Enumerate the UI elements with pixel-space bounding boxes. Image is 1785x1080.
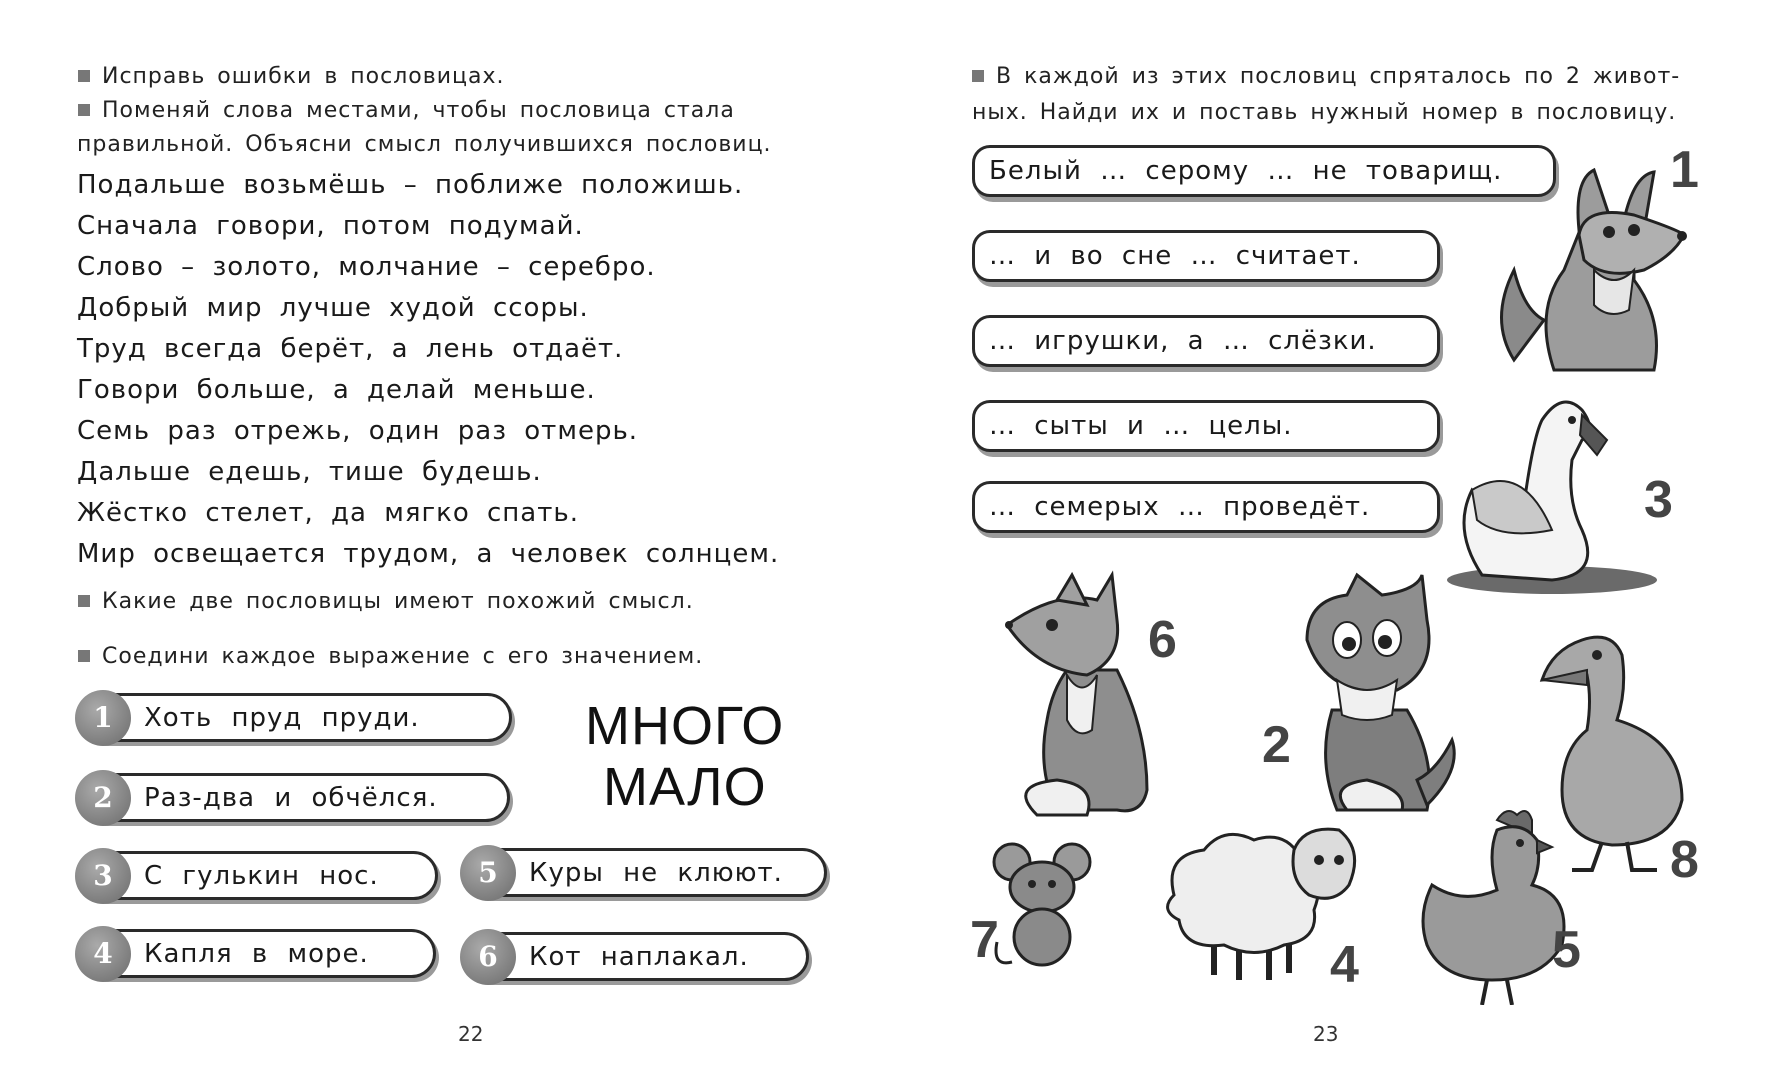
proverb-text: … семерых … проведёт.: [989, 492, 1371, 522]
instruction-connect: Соедини каждое выражение с его значением.: [78, 640, 703, 674]
proverb-box-1[interactable]: [972, 145, 1556, 197]
bullet-icon: [78, 650, 90, 662]
expression-6[interactable]: [465, 932, 809, 981]
expression-text: Хоть пруд пруди.: [144, 703, 420, 733]
instruction-swap-words: Поменяй слова местами, чтобы пословица стала: [78, 94, 735, 128]
proverb-line: Труд всегда берёт, а лень отдаёт.: [77, 334, 624, 364]
bullet-icon: [78, 595, 90, 607]
right-page: [892, 0, 1785, 1080]
expression-2[interactable]: [80, 773, 510, 822]
bullet-icon: [972, 70, 984, 82]
instruction-hidden-animals-cont: ных. Найди их и поставь нужный номер в пословицу.: [972, 100, 1677, 125]
swan-icon: [1432, 380, 1662, 600]
animal-number-3: 3: [1644, 471, 1673, 529]
proverb-text: … сыты и … целы.: [989, 411, 1293, 441]
animal-number-2: 2: [1262, 716, 1291, 774]
number-badge: 1: [75, 690, 131, 746]
proverb-line: Жёстко стелет, да мягко спать.: [77, 498, 579, 528]
proverb-box-5[interactable]: [972, 481, 1440, 533]
proverb-line: Слово – золото, молчание – серебро.: [77, 252, 656, 282]
proverb-line: Сначала говори, потом подумай.: [77, 211, 584, 241]
expression-text: Куры не клюют.: [529, 858, 783, 888]
number-badge: 3: [75, 848, 131, 904]
proverb-box-3[interactable]: [972, 315, 1440, 367]
hen-icon: [1402, 805, 1577, 1005]
left-page: [0, 0, 892, 1080]
proverb-line: Подальше возьмёшь – поближе положишь.: [77, 170, 744, 200]
fox-icon: [997, 570, 1167, 820]
mouse-icon: [992, 842, 1092, 972]
proverb-line: Семь раз отрежь, один раз отмерь.: [77, 416, 639, 446]
animal-number-5: 5: [1552, 921, 1581, 979]
animal-number-6: 6: [1148, 611, 1177, 669]
expression-text: Раз-два и обчёлся.: [144, 783, 438, 813]
page-number: 22: [458, 1022, 484, 1046]
animal-number-4: 4: [1330, 936, 1359, 994]
instruction-fix-errors: Исправь ошибки в пословицах.: [78, 60, 505, 94]
expression-text: Кот наплакал.: [529, 942, 749, 972]
expression-5[interactable]: [465, 848, 827, 897]
expression-3[interactable]: [80, 851, 438, 900]
proverb-text: Белый … серому … не товарищ.: [989, 156, 1503, 186]
expression-text: Капля в море.: [144, 939, 369, 969]
number-badge: 4: [75, 926, 131, 982]
cat-icon: [1287, 570, 1462, 815]
expression-4[interactable]: [80, 929, 436, 978]
proverb-line: Добрый мир лучше худой ссоры.: [77, 293, 589, 323]
number-badge: 5: [460, 845, 516, 901]
bullet-icon: [78, 70, 90, 82]
number-badge: 2: [75, 770, 131, 826]
page-number: 23: [1313, 1022, 1339, 1046]
proverb-box-4[interactable]: [972, 400, 1440, 452]
expression-1[interactable]: [80, 693, 512, 742]
proverb-line: Говори больше, а делай меньше.: [77, 375, 596, 405]
proverb-text: … и во сне … считает.: [989, 241, 1361, 271]
proverb-box-2[interactable]: [972, 230, 1440, 282]
instruction-hidden-animals: В каждой из этих пословиц спряталось по 2 живот-: [972, 60, 1680, 94]
proverb-line: Дальше едешь, тише будешь.: [77, 457, 542, 487]
expression-text: С гулькин нос.: [144, 861, 379, 891]
instruction-swap-words-cont: правильной. Объясни смысл получившихся пословиц.: [77, 132, 772, 157]
meaning-few[interactable]: МАЛО: [603, 757, 767, 817]
animal-number-7: 7: [970, 911, 999, 969]
number-badge: 6: [460, 929, 516, 985]
meaning-many[interactable]: МНОГО: [585, 696, 785, 756]
question-similar-meaning: Какие две пословицы имеют похожий смысл.: [78, 585, 694, 619]
wolf-icon: [1484, 160, 1694, 380]
animal-number-1: 1: [1670, 141, 1699, 199]
proverb-text: … игрушки, а … слёзки.: [989, 326, 1377, 356]
bullet-icon: [78, 104, 90, 116]
proverb-line: Мир освещается трудом, а человек солнцем.: [77, 539, 780, 569]
animal-number-8: 8: [1670, 831, 1699, 889]
